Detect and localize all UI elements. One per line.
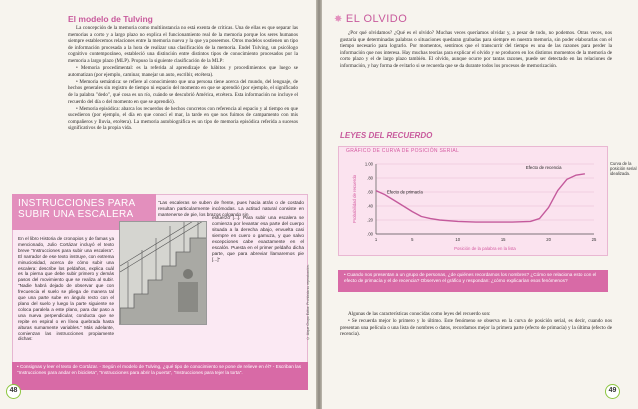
star-icon: ✸ [334, 14, 343, 25]
left-page [0, 0, 316, 409]
y-tick-label: 1.00 [364, 161, 373, 167]
series-line [376, 174, 585, 222]
serial-position-chart [338, 156, 608, 256]
y-tick-label: .40 [367, 203, 373, 209]
left-page-title: El modelo de Tulving [68, 14, 153, 24]
paragraph: La concepción de la memoria como multiinstancia no está exenta de críticas. Una de ellas es que separar las memorias a corto y a largo plazo no explica el funcionamiento real de la memoria porque los seres humanos siempre establecemos relaciones entre la memoria nueva y la que ya poseemos. Otros modelos sostienen un tipo de información procesada a la hora de realizar una clasificación de la memoria. Endel Tulving, un psicólogo cognitivo contemporáneo, estableció una distinción entre distintos tipos de conocimiento procesados por la memoria a largo plazo (MLP). Propuso la siguiente clasificación de la MLP: [68, 25, 298, 64]
quote-text-top: "Las escaleras se suben de frente, pues hacia atrás o de costado resultan particularmente incómodas. La actitud natural consiste en mantenerse de pie, los brazos colgando sin [158, 200, 304, 217]
right-page-title [334, 13, 407, 25]
y-tick-label: .20 [367, 217, 373, 223]
activity-bar: • Consignas y leer el texto de Cortázar. - Según el modelo de Tulving, ¿qué tipo de conocimiento se pone de relieve en él? - Escriban las "Instrucciones para andar en bicicleta", "Instrucciones para abrir la puerta", "Instrucciones para tejer la torta". [12, 362, 308, 390]
x-tick-label: 10 [455, 237, 461, 242]
y-tick-label: .60 [367, 189, 373, 195]
page-number: 49 [605, 384, 620, 399]
quote-text-column: esfuerzo [...]. Para subir una escalera se comienza por levantar esa parte del cuerpo situada a la derecha abajo, envuelta casi siempre en cuero o gamuza, y que salvo excepciones cabe exactamente en el escalón. Puesta en el primer peldaño dicha parte, que para abreviar llamaremos pie [...]" [212, 215, 304, 262]
side-credit: © Aique Grupo Editor. Prohibida su reproducción. [306, 264, 310, 340]
paragraph: ¿Por qué olvidamos? ¿Qué es el olvido? Muchas veces queríamos olvidar y, a pesar de todo, no podemos. Otras veces, nos gustaría que determinadas palabras o situaciones quedaran grabadas para siempre en nuestra memoria, sin poder elaborarlas con el tiempo necesario para lograrlo. Por momentos, sentimos que el transcurrir del tiempo es una de las razones para perder la información que nos interesa. Hay muchas teorías para explicar el olvido y se producen en los distintos momentos de la memoria de corto plazo y el de largo plazo también. El olvido, aunque ocurre por tantas razones, puede ser detectado en las relaciones de información, y hay forma de evitarlo si se recuerda que se da durante todos los procesos de memorización. [340, 30, 612, 69]
x-tick-label: 1 [374, 237, 378, 242]
annotation-primacy: Efecto de primacía [386, 189, 423, 195]
instructions-box-title: INSTRUCCIONES PARA SUBIR UNA ESCALERA [18, 198, 135, 220]
paragraph: Algunas de las características conocidas como leyes del recuerdo son: [348, 311, 491, 317]
annotation-recency: Efecto de recencia [525, 164, 562, 170]
y-axis-label: Probabilidad de recuerdo [352, 174, 357, 224]
x-axis-label: Posición de la palabra en la lista [454, 246, 516, 251]
y-tick-label: .00 [367, 231, 373, 237]
paragraph: • Memoria semántica: se refiere al conocimiento que una persona tiene acerca del mundo, del lenguaje, de hechos generales sin registro de tiempo ni espacio del momento en que se aprendió (por ejemplo, el significado de la palabra "dedo", qué cosa es un río, cuándo se descubrió América, etcétera. Esta información no incluye el recuerdo del día o del momento en que se aprendió). [68, 78, 298, 105]
section-subtitle: LEYES DEL RECUERDO [340, 131, 433, 140]
chart-title: GRÁFICO DE CURVA DE POSICIÓN SERIAL [346, 148, 460, 154]
page-number: 48 [6, 384, 21, 399]
x-tick-label: 5 [411, 237, 414, 242]
staircase-illustration [119, 221, 207, 325]
instructions-box-text: En el libro Historia de cronopios y de famas ya mencionado, Julio Cortázar incluyó el texto breve "Instrucciones para subir una escalera". El narrador de ese texto instruye, con extrema minuciosidad, acerca de cómo subir una escalera: describe los peldaños, explica cuál es la pierna que debe subir primero y demás pasos del movimiento que se realiza al subir. "Nadie habrá dejado de observar que con frecuencia el suelo se pliega de manera tal que una parte sube en ángulo recto con el plano del suelo y luego la parte siguiente se coloca paralela a este plano, para dar paso a una nueva perpendicular, conducta que se repite en espiral o en línea quebrada hasta alturas sumamente variables." Más adelante, comienzan las instrucciones propiamente dichas: [18, 236, 114, 342]
y-tick-label: .80 [367, 175, 373, 181]
paragraph: • Memoria procedimental: es la referida al aprendizaje de hábitos y procedimientos que luego se automatizan (por ejemplo, caminar, manejar un auto, escribir, etcétera). [68, 65, 298, 78]
right-page [322, 0, 638, 409]
question-bar: • Cuando nos presentan a un grupo de personas, ¿de quiénes recordamos los nombres? ¿Cómo se relaciona esto con el efecto de primacía y el de recencia? Observen el gráfico y respondan: ¿cómo explicarían esos fenómenos? [338, 270, 608, 292]
right-page-title-text: EL OLVIDO [345, 13, 408, 25]
right-page-text-2 [340, 311, 612, 338]
paragraph: • Memoria episódica: abarca los recuerdos de hechos concretos con referencia al espacio y al tiempo en que sucedieron (por ejemplo, el día en que conocí el mar, la tarde en que nos fuimos de campamento con mis compañeros y Iluvia, etcétera). La memoria autobiográfica es un tipo de memoria episódica referida a sucesos significativos de la propia vida. [68, 105, 298, 132]
paragraph: • Se recuerda mejor lo primero y lo último. Este fenómeno se observa en la curva de posición serial, es decir, cuando nos presentan una película o una lista de nombres o datos, recordamos mejor la primera parte (efecto de primacía) y la última (efecto de recencia). [340, 318, 612, 338]
x-tick-label: 20 [546, 237, 551, 242]
chart-side-label: Curva de la posición serial idealizada. [610, 161, 637, 176]
left-page-text [68, 25, 298, 133]
staircase-drawing [120, 222, 207, 325]
x-tick-label: 25 [591, 237, 597, 242]
x-tick-label: 15 [500, 237, 506, 242]
right-page-text [340, 30, 612, 70]
